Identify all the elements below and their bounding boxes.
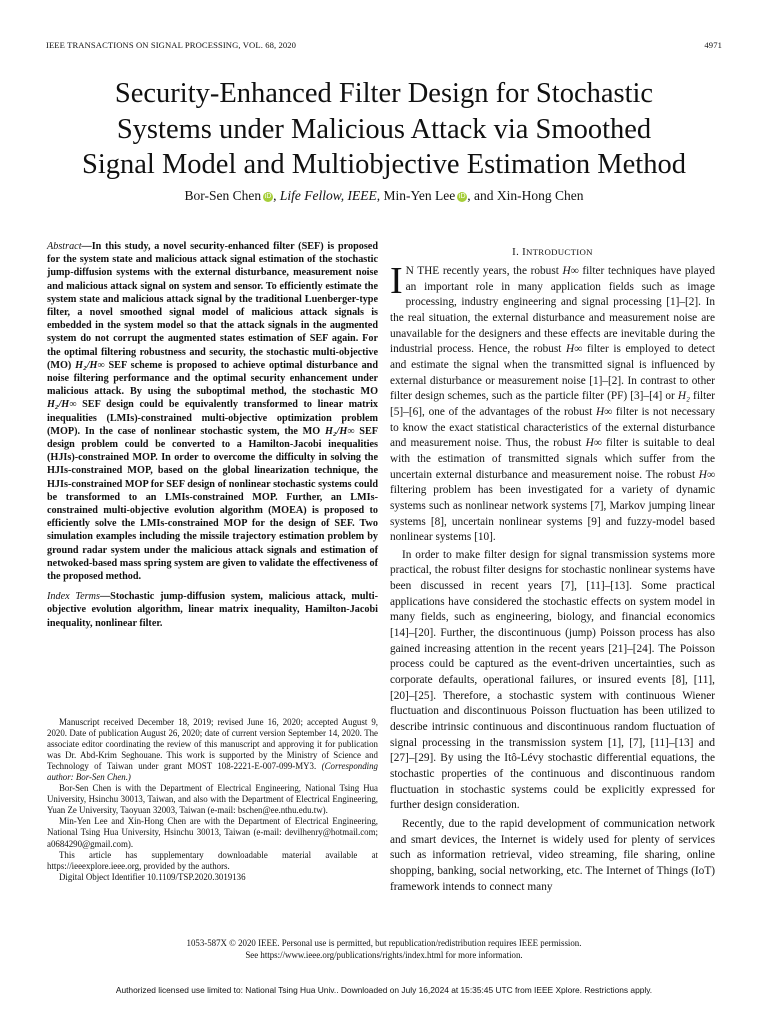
section-title-initial: I — [522, 246, 526, 258]
body-text: filter techniques have played an important role in many application fields such as image processing, industry engineering and signal processing [1]–[2]. In the real situation, the external disturbance and measurement noise are unavailable for the designers and these effects are inevitable during the industrial process. Hence, the robust — [390, 265, 715, 356]
author-list — [40, 188, 728, 204]
paper-title — [40, 76, 728, 183]
page-number: 4971 — [704, 40, 722, 50]
math-h2: H₂ — [677, 390, 690, 403]
authorized-use-notice: Authorized licensed use limited to: National Tsing Hua Univ.. Downloaded on July 16,2024 at 15:35:45 UTC from IEEE Xplore. Restrictions apply. — [115, 985, 653, 995]
orcid-icon[interactable]: iD — [458, 193, 466, 200]
footnote-affiliation: Bor-Sen Chen is with the Department of Electrical Engineering, National Tsing Hua University, Hsinchu 30013, Taiwan, and also with the Department of Electrical Engineering, Yuan Ze University, Taoyuan 32003, Taiwan (e-mail: bschen@ee.nthu.edu.tw). — [47, 783, 378, 816]
body-text: filter is suitable to deal with the estimation of transmitted signals which suffer from the uncertain external disturbance and measurement noise. The robust — [390, 437, 715, 481]
footnotes — [47, 717, 378, 883]
abstract-text: —In this study, a novel security-enhanced filter (SEF) is proposed for the system state and malicious attack signal estimation of the stochastic jump-diffusion systems with the external disturbance, measurement noise and malicious attack signal on system and sensor. To efficiently estimate the system state and malicious attack signal by the traditional Luenberger-type filter, a novel smoothed signal model of malicious attack signals is embedded in the system model so that the attack signals in the augmented system do not corrupt the augmented states estimation of SEF again. For the optimal filtering robustness and security, the stochastic multi-objective (MO) — [47, 241, 378, 371]
intro-paragraph — [390, 260, 716, 546]
author-name: Xin-Hong Chen — [496, 188, 584, 203]
journal-name: IEEE TRANSACTIONS ON SIGNAL PROCESSING, VOL. 68, 2020 — [46, 40, 297, 50]
section-title-rest: NTRODUCTION — [525, 247, 593, 257]
abstract — [47, 240, 378, 583]
footnote-doi: Digital Object Identifier 10.1109/TSP.2020.3019136 — [59, 871, 246, 882]
author-name: Min-Yen Lee — [383, 188, 456, 203]
index-terms-text: —Stochastic jump-diffusion system, malicious attack, multi-objective evolution algorithm, linear matrix inequality, Hamilton-Jacobi inequality, nonlinear filter. — [47, 591, 378, 629]
math-hinf: H∞ — [566, 343, 583, 356]
index-terms-label: Index Terms — [47, 591, 100, 603]
footnote-supplementary: This article has supplementary downloadable material available at https://ieeexplore.ieee.org, provided by the authors. — [47, 849, 378, 871]
body-text: filtering problem has been investigated for a variety of dynamic systems such as nonlinear network systems [7], Markov jumping linear systems [8], uncertain nonlinear systems [9] and fuzzy-model based nonlinear systems [10]. — [390, 484, 715, 544]
math-h2-hinf: H₂/H∞ — [325, 425, 355, 437]
drop-cap: I — [390, 260, 403, 302]
math-h2-hinf: H₂/H∞ — [47, 399, 77, 411]
copyright-line: 1053-587X © 2020 IEEE. Personal use is permitted, but republication/redistribution requires IEEE permission. — [186, 938, 582, 948]
section-heading — [390, 246, 715, 258]
copyright-notice — [40, 938, 728, 961]
right-column — [390, 246, 715, 895]
corresponding-author: (Corresponding author: Bor-Sen Chen.) — [47, 761, 378, 783]
math-hinf: H∞ — [562, 265, 579, 277]
index-terms — [47, 590, 378, 630]
footnote-text: Manuscript received December 18, 2019; revised June 16, 2020; accepted August 9, 2020. Date of publication August 26, 2020; date of current version September 14, 2020. The associate editor coordinating the review of this manuscript and approving it for publication was Dr. Abd-Krim Seghouane. This work is supported by the Ministry of Science and Technology of Taiwan under grant MOST 108-2221-E-007-099-MY3. — [47, 717, 378, 772]
abstract-text: SEF design problem could be converted to a Hamilton-Jacobi inequalities (HJIs)-constrained MOP. In order to overcome the difficulty in solving the HJIs-constrained MOP, based on the global linearization technique, the HJIs-constrained MOP for SEF design of nonlinear stochastic systems could be transformed to an LMIs-constrained MOP. Further, an LMIs-constrained multi-objective evolution algorithm (MOEA) is proposed to efficiently solve the LMIs-constrained MOP for the design of SEF. Two simulation examples including the missile trajectory estimation problem by ground radar system under the malicious attack signals and estimation of netwoked-based mass spring system are given to validate the effectiveness of the proposed method. — [47, 425, 378, 583]
math-hinf: H∞ — [595, 405, 613, 418]
intro-paragraph: Recently, due to the rapid development of communication network and smart devices, the Internet is widely used for plenty of services such as information retrieval, video streaming, file sharing, online shopping, banking, social networking, etc. The Internet of Things (IoT) framework intends to connect many — [390, 817, 715, 893]
footnote-affiliation: Min-Yen Lee and Xin-Hong Chen are with the Department of Electrical Engineering, National Tsing Hua University, Hsinchu 30013, Taiwan (e-mail: devilhenry@hotmail.com; a0684290@gmail.com). — [47, 816, 378, 849]
abstract-text: SEF design could be equivalently transformed to linear matrix inequalities (LMIs)-constrained multi-objective optimization problem (MOP). In the case of nonlinear stochastic system, the MO — [47, 399, 378, 437]
abstract-text: SEF scheme is proposed to achieve optimal disturbance and noise filtering performance and the optimal security enhancement under malicious attack. By using the suboptimal method, the stochastic MO — [47, 359, 378, 398]
math-hinf: H∞ — [698, 468, 715, 481]
running-header — [46, 40, 722, 54]
left-column — [47, 240, 378, 640]
title-line: Signal Model and Multiobjective Estimation Method — [82, 149, 686, 180]
author-name: Bor-Sen Chen — [184, 188, 262, 203]
abstract-label: Abstract — [47, 241, 82, 252]
author-separator: , — [273, 188, 280, 203]
body-text: filter is employed to detect and estimate the signal when the transmitted signal is influenced by external disturbance or measurement noise [1]–[2]. In contrast to other filter design schemes, such as the particle filter (PF) [3]–[4] or — [390, 343, 715, 403]
section-number: I. — [512, 246, 523, 258]
copyright-line: See https://www.ieee.org/publications/rights/index.html for more information. — [245, 949, 523, 960]
author-separator: , and — [467, 188, 497, 203]
body-text: filter [5]–[6], one of the advantages of the robust — [390, 390, 716, 418]
orcid-icon[interactable]: iD — [264, 193, 272, 200]
author-membership: Life Fellow, IEEE — [279, 188, 377, 203]
author-separator: , — [376, 188, 384, 203]
title-line: Systems under Malicious Attack via Smoothed — [116, 113, 652, 145]
footnote-received — [47, 717, 378, 783]
body-text: filter is not necessary to know the exact statistical characteristics of the external disturbance and measurement noise. Thus, the robust — [390, 405, 715, 450]
math-hinf: H∞ — [585, 437, 602, 450]
intro-paragraph: In order to make filter design for signal transmission systems more practical, the robust filter designs for stochastic nonlinear systems have been discussed in recent years [7], [11]–[13]. Some practical applications have considered the stochastic effects on system model in many fields, such as engineering, biology, and financial economics [14]–[20]. Further, the discontinuous (jump) Poisson process has also gained increasing attention in the recent years [21]–[24]. The Poisson process could be captured as the event-driven uncertainties, such as corporate defaults, operational failures, or insured events [8], [11], [20]–[25]. Therefore, a stochastic system with continuous Wiener fluctuation and discontinuous Poisson fluctuation has been utilized to describe intrinsic continuous and discontinuous random fluctuation of signal processing in the transmission system [1], [7], [11]–[13] and [27]–[29]. By using the Itô-Lévy stochastic differential equations, the stochastic properties of the continuous and discontinuous random fluctuation in stochastic systems could be explicitly expressed for further design consideration. — [390, 548, 715, 812]
math-h2-hinf: H₂/H∞ — [75, 359, 105, 371]
body-text: N THE recently years, the robust — [405, 265, 563, 277]
title-line: Security-Enhanced Filter Design for Stochastic — [114, 78, 654, 109]
